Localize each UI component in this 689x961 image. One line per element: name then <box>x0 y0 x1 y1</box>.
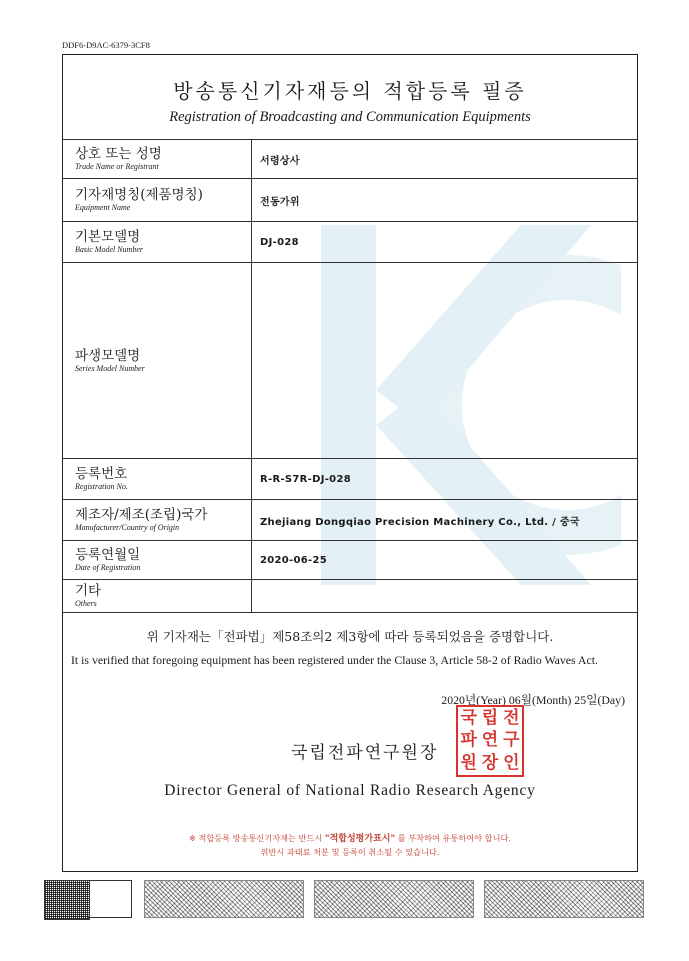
qr-code-icon <box>44 880 90 920</box>
notice-line-2: 위반시 과태료 처분 및 등록이 취소될 수 있습니다. <box>260 847 440 857</box>
value-manufacturer: Zhejiang Dongqiao Precision Machinery Co., Ltd. / 중국 <box>252 500 638 541</box>
row-manufacturer <box>63 500 637 541</box>
label-english: Date of Registration <box>75 563 141 572</box>
value-registration-date: 2020-06-25 <box>252 541 638 580</box>
blank-code-box <box>88 880 132 918</box>
label-english: Equipment Name <box>75 203 131 212</box>
label-english: Series Model Number <box>75 363 145 373</box>
label-korean: 파생모델명 <box>75 347 141 364</box>
label-english: Registration No. <box>75 482 128 491</box>
row-equipment-name <box>63 179 637 222</box>
seal-char: 연 <box>481 730 499 751</box>
security-code-pattern <box>314 880 474 918</box>
seal-char: 장 <box>481 753 499 774</box>
registration-info-table <box>63 139 637 613</box>
certification-statement-english: It is verified that foregoing equipment has been registered under the Clause 3, Article 58-2 of Radio Waves Act. <box>71 653 598 667</box>
label-korean: 기타 <box>75 583 102 599</box>
label-korean: 기본모델명 <box>75 229 141 245</box>
row-basic-model <box>63 222 637 263</box>
row-series-model <box>63 263 637 459</box>
issue-date: 2020년(Year) 06월(Month) 25일(Day) <box>441 693 625 707</box>
seal-char: 전 <box>503 707 520 728</box>
value-equipment-name: 전동가위 <box>252 179 638 222</box>
value-basic-model: DJ-028 <box>252 222 638 263</box>
notice-prefix: ※ 적합등록 방송통신기자재는 반드시 <box>188 833 323 843</box>
notice-line-1 <box>63 831 637 844</box>
label-korean: 상호 또는 성명 <box>75 146 162 162</box>
notice-suffix: 를 부착하여 유통하여야 합니다. <box>397 833 511 843</box>
security-code-pattern <box>484 880 644 918</box>
seal-char: 인 <box>503 753 520 774</box>
row-registration-date <box>63 541 637 580</box>
label-english: Manufacturer/Country of Origin <box>75 523 180 532</box>
agency-name-english: Director General of National Radio Research Agency <box>164 782 536 799</box>
value-registration-no: R-R-S7R-DJ-028 <box>252 459 638 500</box>
notice-highlight: "적합성평가표시" <box>324 834 396 844</box>
seal-char: 국 <box>460 707 477 728</box>
title-korean: 방송통신기자재등의 적합등록 필증 <box>173 79 527 103</box>
seal-char: 파 <box>460 730 477 751</box>
seal-char: 구 <box>503 730 520 751</box>
agency-name-korean: 국립전파연구원장 <box>291 743 439 763</box>
label-korean: 기자재명칭(제품명칭) <box>75 187 203 203</box>
document-id: DDF6-D9AC-6379-3CF8 <box>62 40 150 50</box>
label-korean: 등록번호 <box>75 466 128 482</box>
seal-char: 원 <box>460 753 477 774</box>
certification-statement-korean: 위 기자재는「전파법」제58조의2 제3항에 따라 등록되었음을 증명합니다. <box>146 629 554 644</box>
certificate-frame <box>62 54 638 872</box>
official-seal-stamp <box>456 705 524 777</box>
label-korean: 등록연월일 <box>75 547 141 563</box>
barcode-strip <box>44 880 648 920</box>
value-series-model <box>252 263 638 459</box>
row-registration-no <box>63 459 637 500</box>
seal-char: 립 <box>481 707 499 728</box>
value-others <box>252 580 638 613</box>
security-code-pattern <box>144 880 304 918</box>
label-english: Others <box>75 599 97 608</box>
row-trade-name <box>63 140 637 179</box>
value-trade-name: 서령상사 <box>252 140 638 179</box>
row-others <box>63 580 637 613</box>
label-korean: 제조자/제조(조립)국가 <box>75 507 208 523</box>
label-english: Trade Name or Registrant <box>75 162 159 171</box>
label-english: Basic Model Number <box>75 245 143 254</box>
title-english: Registration of Broadcasting and Communication Equipments <box>169 109 531 125</box>
